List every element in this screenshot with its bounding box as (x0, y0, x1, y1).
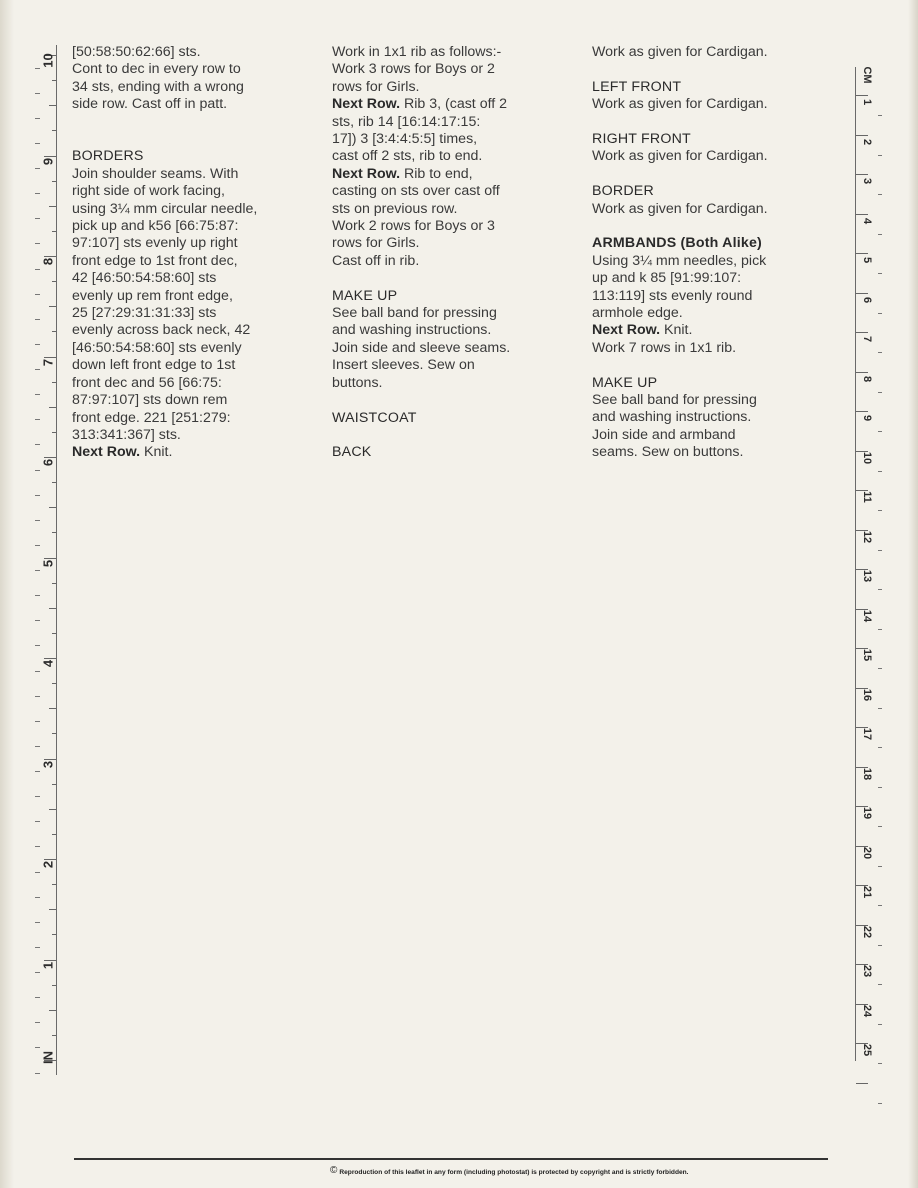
ruler-tick (52, 583, 56, 584)
cm-number: 19 (861, 806, 873, 820)
ruler-tick (49, 809, 56, 810)
cm-unit-label: CM (861, 66, 873, 84)
text-line: rows for Girls. (332, 235, 420, 252)
ruler-tick (52, 181, 56, 182)
cm-number: 17 (861, 727, 873, 741)
ruler-tick (52, 432, 56, 433)
ruler-edge-tick (878, 431, 882, 432)
text-line: Work as given for Cardigan. (592, 44, 768, 60)
ruler-edge-tick (878, 392, 882, 393)
cm-number: 10 (861, 451, 873, 464)
ruler-tick (49, 407, 56, 408)
text-line: Join side and sleeve seams. (332, 339, 511, 356)
paragraph-gap (592, 218, 842, 235)
ruler-edge-tick (35, 545, 40, 546)
text-column-2 (332, 44, 582, 462)
text-line: Cast off in rib. (332, 252, 420, 269)
ruler-edge-tick (35, 595, 40, 596)
text-line: side row. Cast off in patt. (72, 96, 228, 113)
text-line: and washing instructions. (332, 322, 492, 339)
inch-number: 3 (40, 760, 56, 768)
ruler-tick (49, 708, 56, 709)
text-line: See ball band for pressing (332, 305, 497, 322)
text-line: 17]) 3 [3:4:4:5:5] times, (332, 131, 478, 148)
text-column-3 (592, 44, 842, 462)
cm-number: 23 (861, 964, 873, 978)
cm-number: 5 (861, 256, 873, 264)
ruler-tick (49, 507, 56, 508)
ruler-edge-tick (35, 746, 40, 747)
cm-number: 1 (861, 98, 873, 106)
cm-number: 2 (861, 138, 873, 145)
paragraph-gap (592, 166, 842, 183)
text-line: Work 2 rows for Boys or 3 (332, 218, 495, 235)
ruler-edge-tick (35, 419, 40, 420)
ruler-edge-tick (878, 984, 882, 985)
ruler-edge-tick (878, 194, 882, 195)
paragraph-gap (332, 427, 582, 444)
ruler-edge-tick (35, 520, 40, 521)
row-label: Next Row. (332, 165, 401, 182)
cm-number: 13 (861, 569, 873, 583)
ruler-edge-tick (35, 495, 40, 496)
inch-number: 1 (40, 961, 56, 969)
text-line (72, 444, 322, 461)
cm-ruler (855, 67, 877, 1061)
ruler-tick (52, 633, 56, 634)
text-line: sts on previous row. (332, 200, 458, 217)
ruler-edge-tick (878, 787, 882, 788)
ruler-edge-tick (878, 905, 882, 906)
text-line: Join side and armband (592, 426, 736, 443)
ruler-tick (52, 985, 56, 986)
ruler-edge-tick (35, 68, 40, 69)
paragraph-gap (592, 61, 842, 78)
inch-number: 7 (40, 358, 56, 366)
row-instruction: Knit. (140, 444, 173, 461)
text-line (332, 96, 582, 113)
text-line: sts, rib 14 [16:14:17:15: (332, 113, 481, 130)
cm-number: 11 (861, 491, 873, 503)
text-line: using 3¼ mm circular needle, (72, 200, 258, 217)
section-heading: WAISTCOAT (332, 409, 417, 426)
ruler-edge-tick (35, 771, 40, 772)
text-line: 97:107] sts evenly up right (72, 235, 238, 252)
ruler-edge-tick (35, 922, 40, 923)
ruler-edge-tick (35, 821, 40, 822)
text-line: 313:341:367] sts. (72, 426, 181, 443)
row-label: Next Row. (332, 96, 401, 113)
ruler-edge-tick (35, 570, 40, 571)
ruler-edge-tick (35, 972, 40, 973)
ruler-tick (49, 105, 56, 106)
cm-number: 15 (861, 648, 873, 662)
text-line: [46:50:54:58:60] sts evenly (72, 339, 242, 356)
ruler-tick (49, 206, 56, 207)
inch-ruler (35, 45, 57, 1075)
ruler-edge-tick (878, 471, 882, 472)
inch-number: 6 (40, 458, 56, 467)
text-line (592, 322, 842, 339)
text-line: evenly up rem front edge, (72, 287, 233, 304)
cm-number: 25 (861, 1043, 873, 1057)
ruler-edge-tick (35, 319, 40, 320)
ruler-tick (52, 884, 56, 885)
ruler-edge-tick (35, 846, 40, 847)
inch-number: 9 (40, 157, 56, 165)
ruler-tick (52, 382, 56, 383)
ruler-edge-tick (35, 168, 40, 169)
ruler-edge-tick (35, 1022, 40, 1023)
ruler-tick (52, 482, 56, 483)
ruler-tick (49, 1010, 56, 1011)
ruler-tick (52, 80, 56, 81)
copyright-symbol: © (330, 1165, 338, 1176)
paragraph-gap (332, 270, 582, 287)
text-line: front dec and 56 [66:75: (72, 374, 222, 391)
text-line: See ball band for pressing (592, 392, 757, 409)
ruler-edge-tick (878, 589, 882, 590)
paragraph-gap (592, 114, 842, 131)
page-edge-left (0, 0, 14, 1188)
cm-number: 20 (861, 846, 873, 859)
cm-number: 7 (861, 335, 873, 343)
ruler-edge-tick (35, 344, 40, 345)
ruler-edge-tick (878, 234, 882, 235)
ruler-edge-tick (878, 1063, 882, 1064)
text-line: front edge. 221 [251:279: (72, 409, 231, 426)
ruler-tick (49, 909, 56, 910)
ruler-edge-tick (35, 997, 40, 998)
ruler-edge-tick (35, 369, 40, 370)
cm-number: 21 (861, 885, 873, 899)
ruler-tick (49, 306, 56, 307)
ruler-edge-tick (35, 269, 40, 270)
ruler-edge-tick (878, 155, 882, 156)
ruler-tick (52, 532, 56, 533)
paragraph-gap (332, 392, 582, 409)
text-line: Work as given for Cardigan. (592, 200, 768, 217)
section-heading: MAKE UP (332, 287, 398, 304)
ruler-tick (52, 733, 56, 734)
cm-number: 24 (861, 1004, 873, 1017)
ruler-tick (52, 784, 56, 785)
cm-number: 18 (861, 767, 873, 780)
section-heading: BORDER (592, 183, 654, 200)
paragraph-gap (72, 114, 322, 131)
paragraph-gap (72, 131, 322, 148)
row-instruction: Rib to end, (400, 165, 473, 182)
text-line: Work as given for Cardigan. (592, 96, 768, 113)
text-line: casting on sts over cast off (332, 183, 500, 200)
ruler-edge-tick (35, 721, 40, 722)
ruler-edge-tick (878, 550, 882, 551)
footer-rule (74, 1158, 828, 1160)
row-instruction: Rib 3, (cast off 2 (400, 96, 508, 113)
ruler-edge-tick (35, 1073, 40, 1074)
ruler-edge-tick (35, 671, 40, 672)
row-label: Next Row. (72, 444, 141, 461)
text-line (332, 166, 582, 183)
text-line: 34 sts, ending with a wrong (72, 78, 244, 95)
copyright-notice (330, 1165, 689, 1176)
text-line: seams. Sew on buttons. (592, 444, 744, 461)
ruler-tick (52, 834, 56, 835)
ruler-edge-tick (878, 1024, 882, 1025)
section-heading: MAKE UP (592, 374, 658, 391)
ruler-edge-tick (35, 947, 40, 948)
text-line: Work in 1x1 rib as follows:- (332, 44, 502, 60)
text-line: Join shoulder seams. With (72, 165, 239, 182)
section-heading: BACK (332, 444, 372, 461)
ruler-edge-tick (35, 897, 40, 898)
ruler-edge-tick (35, 620, 40, 621)
inch-number: 5 (40, 559, 56, 567)
text-line: right side of work facing, (72, 183, 225, 200)
text-line: and washing instructions. (592, 409, 752, 426)
inch-number: 2 (40, 860, 56, 869)
ruler-edge-tick (35, 294, 40, 295)
ruler-edge-tick (878, 629, 882, 630)
text-line: buttons. (332, 374, 383, 391)
ruler-tick (52, 231, 56, 232)
cm-number: 3 (861, 177, 873, 185)
text-line: armhole edge. (592, 305, 683, 322)
text-line: pick up and k56 [66:75:87: (72, 218, 239, 235)
ruler-tick (52, 1035, 56, 1036)
paragraph-gap (592, 357, 842, 374)
cm-number: 6 (861, 296, 873, 303)
ruler-tick (52, 281, 56, 282)
cm-number: 9 (861, 414, 873, 422)
ruler-edge-tick (878, 747, 882, 748)
text-line: Using 3¼ mm needles, pick (592, 252, 767, 269)
ruler-edge-tick (35, 470, 40, 471)
text-line: cast off 2 sts, rib to end. (332, 148, 483, 165)
ruler-edge-tick (35, 394, 40, 395)
ruler-tick (52, 130, 56, 131)
text-line: down left front edge to 1st (72, 357, 236, 374)
copyright-text: Reproduction of this leaflet in any form (including photostat) is protected by copyright and is strictly forbidden. (339, 1169, 689, 1176)
text-line: Work as given for Cardigan. (592, 148, 768, 165)
inch-number: 10 (40, 53, 56, 68)
text-line: 87:97:107] sts down rem (72, 392, 228, 409)
ruler-edge-tick (35, 796, 40, 797)
row-label: Next Row. (592, 322, 661, 339)
section-heading: LEFT FRONT (592, 78, 682, 95)
ruler-edge-tick (878, 945, 882, 946)
ruler-edge-tick (35, 193, 40, 194)
ruler-edge-tick (35, 645, 40, 646)
ruler-edge-tick (878, 273, 882, 274)
ruler-edge-tick (35, 872, 40, 873)
cm-number: 4 (861, 217, 873, 224)
ruler-edge-tick (35, 444, 40, 445)
ruler-edge-tick (878, 510, 882, 511)
text-column-1 (72, 44, 322, 462)
text-line: 113:119] sts evenly round (592, 287, 753, 304)
ruler-tick (856, 1083, 868, 1084)
text-line: Work 3 rows for Boys or 2 (332, 61, 495, 78)
text-line: 42 [46:50:54:58:60] sts (72, 270, 217, 287)
section-heading: ARMBANDS (Both Alike) (592, 235, 762, 252)
ruler-tick (52, 331, 56, 332)
text-line: rows for Girls. (332, 78, 420, 95)
text-line: [50:58:50:62:66] sts. (72, 44, 201, 60)
page-edge-right (908, 0, 918, 1188)
inch-number: 8 (40, 257, 56, 266)
text-line: Work 7 rows in 1x1 rib. (592, 339, 737, 356)
ruler-edge-tick (878, 115, 882, 116)
ruler-edge-tick (878, 313, 882, 314)
ruler-edge-tick (35, 696, 40, 697)
ruler-edge-tick (35, 1047, 40, 1048)
ruler-tick (52, 683, 56, 684)
ruler-edge-tick (878, 352, 882, 353)
ruler-edge-tick (878, 668, 882, 669)
ruler-edge-tick (35, 218, 40, 219)
text-line: Insert sleeves. Sew on (332, 357, 475, 374)
ruler-edge-tick (878, 708, 882, 709)
inch-unit-label: IN (40, 1051, 56, 1064)
row-instruction: Knit. (660, 322, 693, 339)
text-line: up and k 85 [91:99:107: (592, 270, 742, 287)
cm-number: 22 (861, 925, 873, 938)
ruler-edge-tick (878, 866, 882, 867)
ruler-edge-tick (878, 826, 882, 827)
text-line: Cont to dec in every row to (72, 61, 241, 78)
cm-number: 14 (861, 609, 873, 622)
ruler-edge-tick (35, 243, 40, 244)
cm-number: 12 (861, 530, 873, 543)
ruler-tick (52, 934, 56, 935)
text-line: front edge to 1st front dec, (72, 252, 238, 269)
ruler-tick (49, 608, 56, 609)
text-line: evenly across back neck, 42 (72, 322, 251, 339)
cm-number: 16 (861, 688, 873, 701)
ruler-edge-tick (35, 93, 40, 94)
section-heading: RIGHT FRONT (592, 131, 691, 147)
section-heading: BORDERS (72, 148, 144, 165)
ruler-edge-tick (35, 143, 40, 144)
inch-number: 4 (40, 659, 56, 668)
cm-number: 8 (861, 375, 873, 382)
text-line: 25 [27:29:31:31:33] sts (72, 305, 217, 322)
ruler-edge-tick (878, 1103, 882, 1104)
ruler-edge-tick (35, 118, 40, 119)
